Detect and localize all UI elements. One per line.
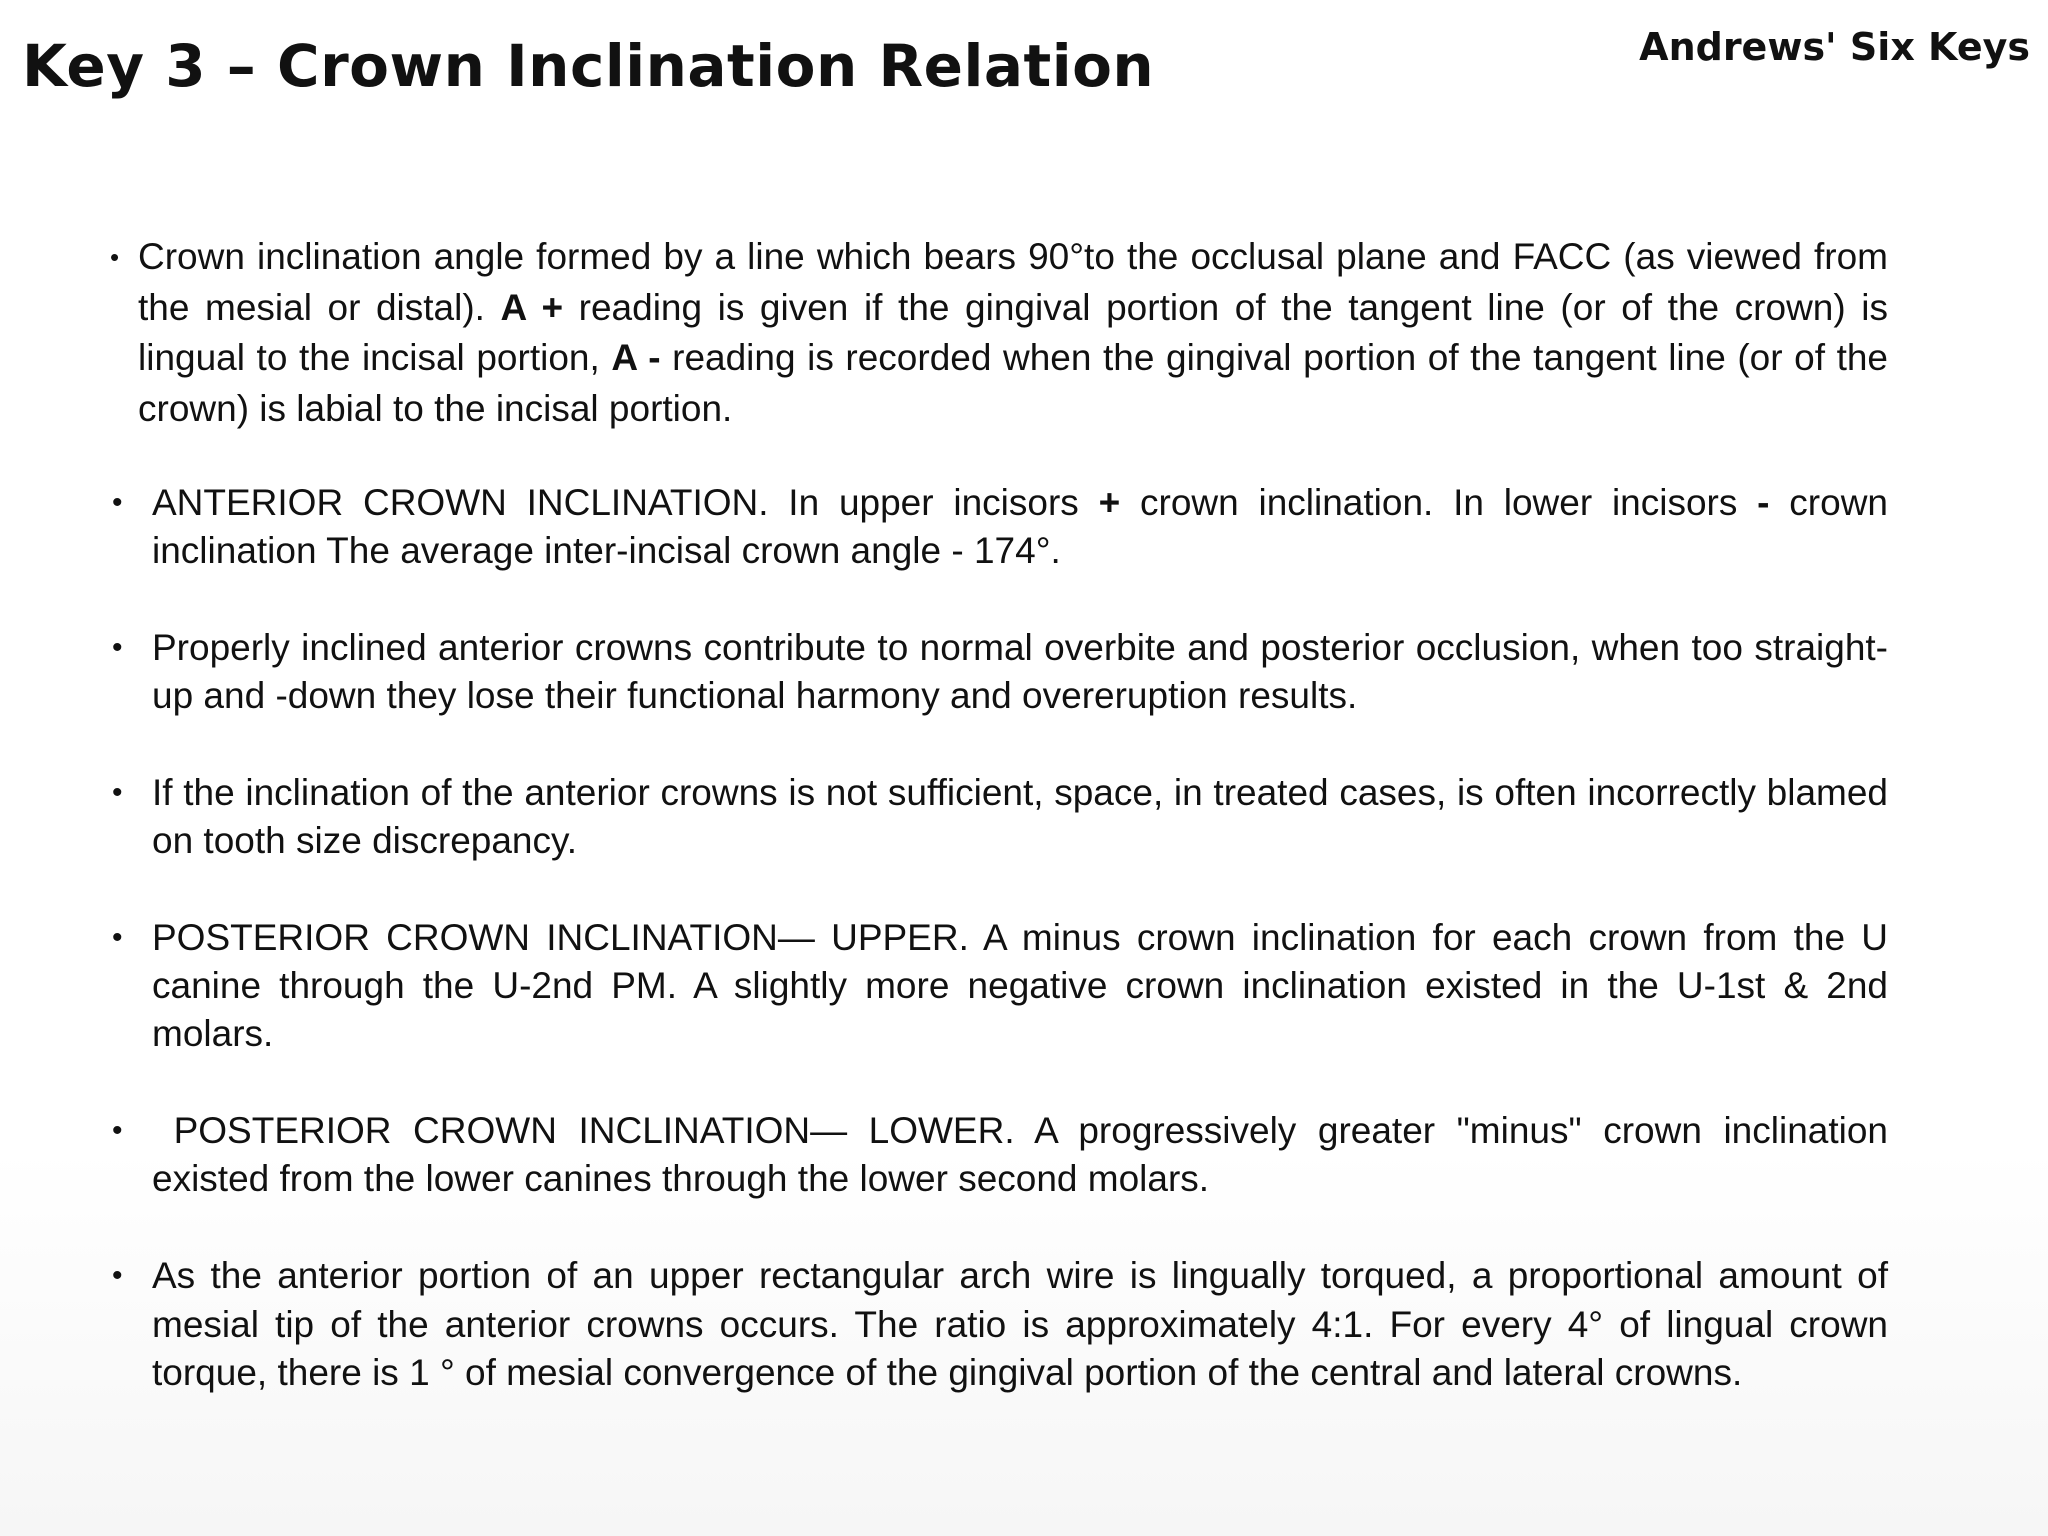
slide-title: Key 3 – Crown Inclination Relation (22, 32, 1155, 100)
bold-text-span: + (1098, 482, 1121, 523)
bullet-marker: • (112, 631, 123, 664)
text-span: As the anterior portion of an upper rectangular arch wire is lingually torqued, a proportional amount of mesial tip of the anterior crowns occurs. The ratio is approximately 4:1. For every 4° of lingual crown torque, there is 1 ° of mesial convergence of the gingival portion of the central and lateral crowns. (152, 1255, 1899, 1393)
bold-text-span: - (1757, 482, 1770, 523)
text-span: reading is given if the gingival portion of the tangent line (or of the crown) is lingual to the incisal portion, (138, 286, 1899, 378)
bullet-marker: • (112, 486, 123, 519)
text-span: If the inclination of the anterior crowns is not sufficient, space, in treated cases, is often incorrectly blamed on tooth size discrepancy. (152, 772, 1899, 861)
text-span: crown inclination The average inter-incisal crown angle - 174°. (152, 482, 1899, 571)
bullet-text (152, 914, 1899, 1058)
bullet-posterior-upper (108, 914, 1899, 1062)
deck-title: Andrews' Six Keys (1639, 25, 2030, 69)
bullet-text (152, 624, 1888, 720)
bullet-text (152, 769, 1899, 865)
text-span: ANTERIOR CROWN INCLINATION. In upper incisors (152, 482, 1099, 523)
bullet-properly-inclined-crowns (108, 624, 1888, 724)
bullet-marker: • (112, 1114, 123, 1147)
text-span: crown inclination. In lower incisors (1120, 482, 1758, 523)
text-span: reading is recorded when the gingival portion of the tangent line (or of the crown) is labial to the incisal portion. (138, 337, 1899, 429)
bold-text-span: A - (611, 337, 661, 378)
bullet-marker: • (112, 1259, 123, 1292)
bullet-marker: • (112, 776, 123, 809)
bullet-marker: • (112, 921, 123, 954)
bullet-text (152, 479, 1899, 575)
bullet-insufficient-inclination (108, 769, 1899, 869)
bullet-marker: • (110, 242, 120, 272)
text-span: POSTERIOR CROWN INCLINATION— LOWER. A progressively greater "minus" crown inclination existed from the lower canines through the lower second molars. (152, 1110, 1899, 1199)
bullet-crown-inclination-definition (108, 232, 1899, 436)
text-span: POSTERIOR CROWN INCLINATION— UPPER. A minus crown inclination for each crown from the U canine through the U-2nd PM. A slightly more negative crown inclination existed in the U-1st & 2nd molars. (152, 917, 1899, 1054)
bold-text-span: A + (500, 286, 564, 328)
bullet-text (152, 1252, 1899, 1398)
text-span: Properly inclined anterior crowns contribute to normal overbite and posterior occlusion, when too straight-up and -down they lose their functional harmony and overeruption results. (152, 627, 1888, 716)
bullet-posterior-lower (108, 1107, 1899, 1207)
bullet-anterior-crown-inclination (108, 479, 1899, 579)
bullet-torque-tip-ratio (108, 1252, 1899, 1452)
text-span: Crown inclination angle formed by a line which bears 90°to the occlusal plane and FACC (as viewed from the mesial or distal). (138, 236, 1899, 328)
bullet-text (152, 1107, 1899, 1203)
bullet-text (138, 232, 1899, 434)
